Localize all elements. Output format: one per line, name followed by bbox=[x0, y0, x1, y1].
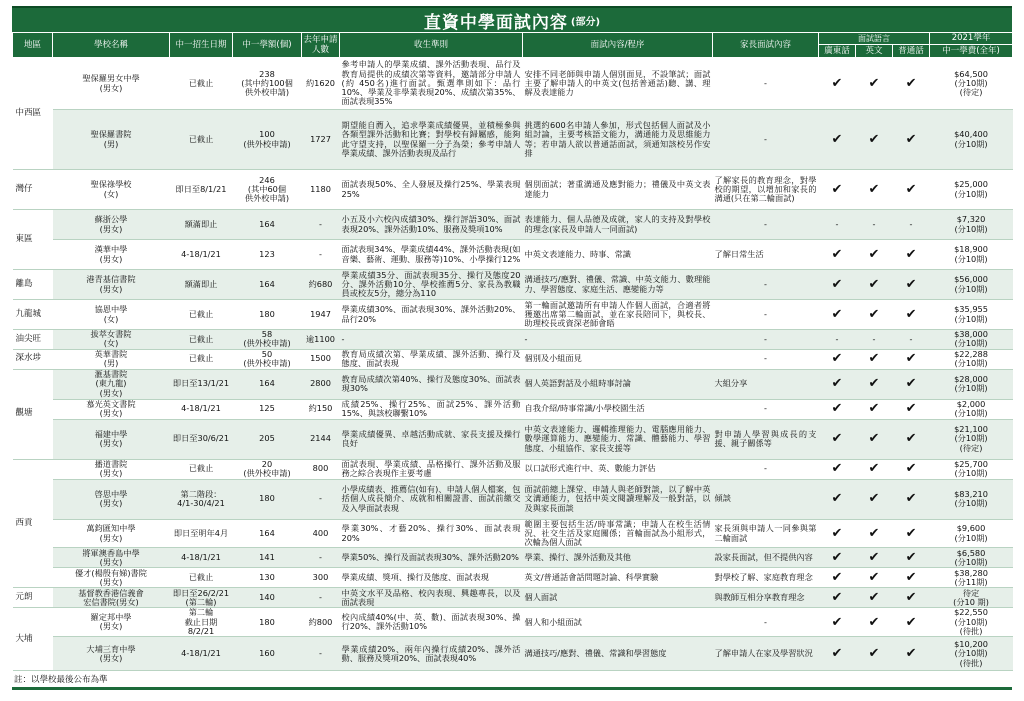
language-english-cell: ✔ bbox=[856, 58, 893, 110]
language-english-cell: ✔ bbox=[856, 459, 893, 479]
criteria-cell: 期望能自薦入，追求學業成績優異，並積極參與各類型課外活動和比賽；對學校有歸屬感，能夠此守望支持，以聖保羅一分子為榮；參考申請人學業成績、課外活動表現及品行 bbox=[340, 110, 523, 170]
language-putonghua-cell: ✔ bbox=[893, 399, 930, 419]
criteria-cell: 學業成績30%、面試表現30%、課外活動20%、品行20% bbox=[340, 300, 523, 330]
fee-cell: $64,500 (分10期) (待定) bbox=[930, 58, 1013, 110]
district-cell: 九龍城 bbox=[13, 300, 53, 330]
parent-interview-cell: 與教師互相分享教育理念 bbox=[713, 588, 819, 608]
language-putonghua-cell: ✔ bbox=[893, 568, 930, 588]
page-subtitle: (部分) bbox=[570, 16, 601, 28]
places-cell: 164 bbox=[233, 369, 302, 399]
language-putonghua-cell: ✔ bbox=[893, 419, 930, 459]
places-cell: 160 bbox=[233, 637, 302, 671]
language-cantonese-cell: ✔ bbox=[819, 548, 856, 568]
header-criteria: 收生準則 bbox=[340, 33, 523, 58]
applicants-cell: - bbox=[302, 479, 340, 519]
fee-cell: $25,700 (分10期) bbox=[930, 459, 1013, 479]
parent-interview-cell: 設家長面試，但不提供內容 bbox=[713, 548, 819, 568]
language-putonghua-cell: ✔ bbox=[893, 170, 930, 210]
language-cantonese-cell: ✔ bbox=[819, 519, 856, 548]
parent-interview-cell: - bbox=[713, 210, 819, 240]
places-cell: 164 bbox=[233, 270, 302, 300]
criteria-cell: 學業50%、操行及面試表現30%、課外活動20% bbox=[340, 548, 523, 568]
fee-cell: $28,000 (分10期) bbox=[930, 369, 1013, 399]
header-fee bbox=[930, 33, 1013, 58]
parent-interview-cell: 對學校了解、家庭教育理念 bbox=[713, 568, 819, 588]
page bbox=[12, 0, 1012, 690]
district-cell: 離島 bbox=[13, 270, 53, 300]
deadline-cell: 4-18/1/21 bbox=[170, 240, 233, 270]
district-cell: 深水埗 bbox=[13, 349, 53, 369]
school-name-cell: 聖保祿學校 (女) bbox=[53, 170, 170, 210]
school-name-cell: 羅定邦中學 (男女) bbox=[53, 608, 170, 637]
fee-cell: $21,100 (分10期) (待定) bbox=[930, 419, 1013, 459]
deadline-cell: 第二輪 截止日期8/2/21 bbox=[170, 608, 233, 637]
schools-table bbox=[12, 32, 1013, 671]
language-english-cell: ✔ bbox=[856, 399, 893, 419]
table-row bbox=[13, 369, 1013, 399]
header-deadline: 中一招生日期 bbox=[170, 33, 233, 58]
parent-interview-cell: 對申請人學習與成長的支援、親子關係等 bbox=[713, 419, 819, 459]
table-row bbox=[13, 330, 1013, 350]
criteria-cell: 小學成績表、推薦信(如有)、申請人個人檔案，包括個人成長簡介、成就和相關證書、面試前繳交及入學面試表現 bbox=[340, 479, 523, 519]
applicants-cell: - bbox=[302, 240, 340, 270]
interview-cell: - bbox=[523, 330, 713, 350]
language-cantonese-cell: ✔ bbox=[819, 419, 856, 459]
footnote: 註：以學校最後公布為準 bbox=[14, 675, 108, 686]
table-row bbox=[13, 58, 1013, 110]
header-interview: 面試內容/程序 bbox=[523, 33, 713, 58]
interview-cell: 表達能力、個人品德及成就，家人的支持及對學校的理念(家長及申請人一同面試) bbox=[523, 210, 713, 240]
parent-interview-cell: - bbox=[713, 270, 819, 300]
fee-cell: $40,400 (分10期) bbox=[930, 110, 1013, 170]
language-english-cell: - bbox=[856, 330, 893, 350]
interview-cell: 第一輪面試邀請所有申請人作個人面試，合適者將獲邀出席第二輪面試，並在家長陪同下，與校長、助理校長或資深老師會晤 bbox=[524, 299, 711, 329]
parent-interview-cell: - bbox=[713, 459, 819, 479]
fee-cell: $2,000 (分10期) bbox=[930, 399, 1013, 419]
interview-cell: 溝通技巧/應對、禮儀、常識、中英文能力、數理能力、學習態度、家庭生活、應變能力等 bbox=[523, 270, 713, 300]
interview-cell: 面試前總上課堂、申請人與老師對談，以了解中英文溝通能力，包括中英文閱讀理解及一般對話，以及與家長面談 bbox=[523, 479, 713, 519]
deadline-cell: 即日至明年4月 bbox=[170, 519, 233, 548]
criteria-cell: 面試表現、學業成績、品格操行、課外活動及服務之綜合表現作主要考慮 bbox=[341, 459, 521, 479]
criteria-cell: 小五及小六校內成績30%、操行評語30%、面試表現20%、課外活動10%、服務及獎項10% bbox=[340, 210, 523, 240]
fee-cell: $7,320 (分10期) bbox=[930, 210, 1013, 240]
deadline-cell: 4-18/1/21 bbox=[170, 548, 233, 568]
district-cell: 元朗 bbox=[13, 588, 53, 608]
interview-cell: 範圍主要包括生活/時事常識；申請人在校生活情況、社交生活及家庭關係；首輪面試為小組形式，次輪為個人面試 bbox=[524, 519, 711, 548]
table-row bbox=[13, 349, 1013, 369]
school-name-cell: 英華書院 (男) bbox=[53, 349, 170, 369]
table-row bbox=[13, 479, 1013, 519]
header-fee-year: 2021學年 bbox=[930, 33, 1012, 45]
interview-cell: 個別及小組面見 bbox=[523, 349, 713, 369]
language-cantonese-cell: ✔ bbox=[819, 588, 856, 608]
parent-interview-cell: 家長須與申請人一同參與第二輪面試 bbox=[713, 519, 819, 548]
language-putonghua-cell: ✔ bbox=[893, 459, 930, 479]
deadline-cell: 4-18/1/21 bbox=[170, 637, 233, 671]
places-cell: 140 bbox=[233, 588, 302, 608]
deadline-cell: 已截止 bbox=[170, 300, 233, 330]
table-row bbox=[13, 210, 1013, 240]
parent-interview-cell: - bbox=[713, 349, 819, 369]
criteria-cell: 教育局成績次第、學業成績、課外活動、操行及態度、面試表現 bbox=[341, 349, 521, 369]
parent-interview-cell: - bbox=[713, 110, 819, 170]
criteria-cell: 中英文水平及品格、校內表現、興趣專長，以及面試表現 bbox=[341, 587, 521, 607]
page-title: 直資中學面試內容 bbox=[423, 12, 568, 33]
school-name-cell: 協恩中學 (女) bbox=[53, 300, 170, 330]
school-name-cell: 播道書院 (男女) bbox=[53, 459, 170, 479]
applicants-cell: - bbox=[302, 637, 340, 671]
table-row bbox=[13, 170, 1013, 210]
criteria-cell: 學業成績、獎項、操行及態度、面試表現 bbox=[340, 568, 523, 588]
table-row bbox=[13, 399, 1013, 419]
school-name-cell: 優才(楊殷有娣)書院 (男女) bbox=[53, 568, 170, 588]
fee-cell: $10,200 (分10期) (待批) bbox=[930, 637, 1013, 671]
applicants-cell: 約1620 bbox=[302, 58, 340, 110]
table-row bbox=[13, 588, 1013, 608]
header-district: 地區 bbox=[13, 33, 53, 58]
fee-cell: $18,900 (分10期) bbox=[930, 240, 1013, 270]
header-applicants: 去年申請人數 bbox=[302, 33, 340, 58]
school-name-cell: 漢華中學 (男女) bbox=[53, 240, 170, 270]
parent-interview-cell: 了解家長的教育理念，對學校的期望，以增加和家長的溝通(只在第二輪面試) bbox=[713, 170, 819, 210]
language-putonghua-cell: ✔ bbox=[893, 479, 930, 519]
school-name-cell: 大埔三育中學 (男女) bbox=[53, 637, 170, 671]
places-cell: 123 bbox=[233, 240, 302, 270]
language-cantonese-cell: ✔ bbox=[819, 608, 856, 637]
table-row bbox=[13, 568, 1013, 588]
places-cell: 180 bbox=[233, 300, 302, 330]
school-name-cell: 港青基信書院 (男女) bbox=[53, 270, 170, 300]
places-cell: 180 bbox=[233, 479, 302, 519]
language-english-cell: - bbox=[856, 210, 893, 240]
header-fee-label: 中一學費(全年) bbox=[942, 46, 1000, 56]
language-putonghua-cell: ✔ bbox=[893, 608, 930, 637]
applicants-cell: - bbox=[302, 588, 340, 608]
language-putonghua-cell: ✔ bbox=[893, 519, 930, 548]
table-row bbox=[13, 300, 1013, 330]
criteria-cell: 成績25%、操行25%、面試25%、課外活動15%、與該校聯繫10% bbox=[341, 399, 521, 419]
language-putonghua-cell: - bbox=[893, 210, 930, 240]
places-cell: 50 (供外校申請) bbox=[233, 349, 302, 369]
title-bar bbox=[12, 6, 1012, 32]
table-row bbox=[13, 110, 1013, 170]
deadline-cell: 已截止 bbox=[170, 568, 233, 588]
language-english-cell: ✔ bbox=[856, 300, 893, 330]
applicants-cell: 300 bbox=[302, 568, 340, 588]
fee-cell: $22,550 (分10期) (待批) bbox=[930, 608, 1013, 637]
parent-interview-cell: - bbox=[713, 608, 819, 637]
language-putonghua-cell: ✔ bbox=[893, 349, 930, 369]
fee-cell: $9,600 (分10期) bbox=[930, 519, 1013, 548]
fee-cell: $83,210 (分10期) bbox=[930, 479, 1013, 519]
school-name-cell: 慕光英文書院 (男女) bbox=[53, 399, 170, 419]
school-name-cell: 基督教香港信義會 宏信書院(男女) bbox=[53, 588, 170, 608]
interview-cell: 安排不同老師與申請人個別面見，不設筆試；面試主要了解申請人的中英文(包括普通話)聽、講、理解及表達能力 bbox=[523, 58, 713, 110]
interview-cell: 個人面試 bbox=[523, 588, 713, 608]
deadline-cell: 額滿即止 bbox=[170, 270, 233, 300]
criteria-cell: 面試表現34%、學業成績44%、課外活動表現(如音樂、藝術、運動、服務等)10%、小學操行12% bbox=[340, 240, 523, 270]
interview-cell: 自我介紹/時事常識/小學校園生活 bbox=[523, 399, 713, 419]
applicants-cell: 1947 bbox=[302, 300, 340, 330]
interview-cell: 中英文表達能力、時事、常識 bbox=[523, 240, 713, 270]
criteria-cell: 學業成績20%、兩年內操行成績20%、課外活動、服務及獎項20%、面試表現40% bbox=[340, 637, 523, 671]
school-name-cell: 聖保羅男女中學 (男女) bbox=[53, 58, 170, 110]
language-english-cell: ✔ bbox=[856, 637, 893, 671]
criteria-cell: 校內成績40%(中、英、數)、面試表現30%、操行20%、課外活動10% bbox=[340, 608, 523, 637]
places-cell: 58 (供外校申請) bbox=[233, 330, 302, 350]
table-row bbox=[13, 270, 1013, 300]
district-cell: 大埔 bbox=[13, 608, 53, 671]
places-cell: 246 (其中60個 供外校申請) bbox=[233, 170, 302, 210]
applicants-cell: 1727 bbox=[302, 110, 340, 170]
header-english: 英文 bbox=[856, 45, 893, 57]
school-name-cell: 蘇浙公學 (男女) bbox=[53, 210, 170, 240]
deadline-cell: 即日至13/1/21 bbox=[170, 369, 233, 399]
fee-cell: 待定 (分10 期) bbox=[930, 588, 1013, 608]
applicants-cell: 逾1100 bbox=[302, 330, 340, 350]
deadline-cell: 即日至8/1/21 bbox=[170, 170, 233, 210]
language-english-cell: ✔ bbox=[856, 170, 893, 210]
parent-interview-cell: - bbox=[713, 330, 819, 350]
interview-cell: 中英文表達能力、邏輯推理能力、電腦應用能力、數學運算能力、應變能力、常識、體藝能力、學習態度、小組協作、家長支援等 bbox=[523, 419, 713, 459]
language-english-cell: ✔ bbox=[856, 369, 893, 399]
places-cell: 100 (供外校申請) bbox=[233, 110, 302, 170]
language-english-cell: ✔ bbox=[856, 479, 893, 519]
criteria-cell: 學業成績優異、卓越活動成就、家長支援及操行良好 bbox=[340, 419, 523, 459]
deadline-cell: 4-18/1/21 bbox=[170, 399, 233, 419]
language-cantonese-cell: ✔ bbox=[819, 369, 856, 399]
interview-cell: 個人英語對話及小組時事討論 bbox=[523, 369, 713, 399]
applicants-cell: - bbox=[302, 210, 340, 240]
interview-cell: 溝通技巧/應對、禮儀、常識和學習態度 bbox=[523, 637, 713, 671]
school-name-cell: 拔萃女書院 (女) bbox=[53, 330, 170, 350]
language-english-cell: ✔ bbox=[856, 110, 893, 170]
applicants-cell: - bbox=[302, 548, 340, 568]
school-name-cell: 啓思中學 (男女) bbox=[53, 479, 170, 519]
fee-cell: $25,000 (分10期) bbox=[930, 170, 1013, 210]
language-putonghua-cell: ✔ bbox=[893, 110, 930, 170]
places-cell: 141 bbox=[233, 548, 302, 568]
language-english-cell: ✔ bbox=[856, 270, 893, 300]
applicants-cell: 1500 bbox=[302, 349, 340, 369]
table-row bbox=[13, 637, 1013, 671]
table-row bbox=[13, 240, 1013, 270]
language-cantonese-cell: ✔ bbox=[819, 270, 856, 300]
fee-cell: $35,955 (分10期) bbox=[930, 300, 1013, 330]
criteria-cell: 面試表現50%、全人發展及操行25%、學業表現25% bbox=[340, 170, 523, 210]
language-english-cell: ✔ bbox=[856, 349, 893, 369]
parent-interview-cell: - bbox=[713, 58, 819, 110]
applicants-cell: 約150 bbox=[302, 399, 340, 419]
language-putonghua-cell: ✔ bbox=[893, 240, 930, 270]
applicants-cell: 2800 bbox=[302, 369, 340, 399]
parent-interview-cell: - bbox=[713, 300, 819, 330]
language-cantonese-cell: ✔ bbox=[819, 399, 856, 419]
language-cantonese-cell: ✔ bbox=[819, 58, 856, 110]
parent-interview-cell: 大組分享 bbox=[713, 369, 819, 399]
fee-cell: $38,280 (分11期) bbox=[930, 568, 1013, 588]
places-cell: 205 bbox=[233, 419, 302, 459]
language-english-cell: ✔ bbox=[856, 240, 893, 270]
criteria-cell: - bbox=[340, 330, 523, 350]
fee-cell: $38,000 (分10期) bbox=[930, 330, 1013, 350]
language-cantonese-cell: ✔ bbox=[819, 110, 856, 170]
table-row bbox=[13, 419, 1013, 459]
interview-cell: 英文/普通話會話問題討論、科學實驗 bbox=[523, 568, 713, 588]
language-putonghua-cell: ✔ bbox=[893, 270, 930, 300]
applicants-cell: 2144 bbox=[302, 419, 340, 459]
fee-cell: $6,580 (分10期) bbox=[930, 548, 1013, 568]
deadline-cell: 已截止 bbox=[170, 459, 233, 479]
places-cell: 20 (供外校申請) bbox=[233, 459, 302, 479]
language-putonghua-cell: - bbox=[893, 330, 930, 350]
language-cantonese-cell: - bbox=[819, 330, 856, 350]
school-name-cell: 滙基書院 (東九龍) (男女) bbox=[53, 369, 170, 399]
table-row bbox=[13, 519, 1013, 548]
criteria-cell: 學業成績35分、面試表現35分、操行及態度20分、課外活動10分、學校推薦5分、家長為教職員或校友5分，總分為110 bbox=[341, 269, 521, 299]
language-cantonese-cell: - bbox=[819, 210, 856, 240]
language-cantonese-cell: ✔ bbox=[819, 568, 856, 588]
header-language-group bbox=[819, 33, 930, 58]
header-cantonese: 廣東話 bbox=[819, 45, 856, 57]
language-putonghua-cell: ✔ bbox=[893, 300, 930, 330]
criteria-cell: 參考申請人的學業成績、課外活動表現、品行及教育局提供的成績次第等資料，邀請部分申請人(約 450名)進行面試。甄選準則如下：品行10%、學業及非學業表現20%、成績次第35%、面試表現35% bbox=[340, 58, 523, 110]
language-english-cell: ✔ bbox=[856, 548, 893, 568]
applicants-cell: 約800 bbox=[302, 608, 340, 637]
deadline-cell: 已截止 bbox=[170, 58, 233, 110]
table-row bbox=[13, 459, 1013, 479]
deadline-cell: 額滿即止 bbox=[170, 210, 233, 240]
criteria-cell: 教育局成績次第40%、操行及態度30%、面試表現30% bbox=[340, 369, 523, 399]
school-name-cell: 將軍澳香島中學 (男女) bbox=[53, 548, 170, 568]
language-cantonese-cell: ✔ bbox=[819, 479, 856, 519]
district-cell: 東區 bbox=[13, 210, 53, 270]
applicants-cell: 800 bbox=[302, 459, 340, 479]
language-putonghua-cell: ✔ bbox=[893, 548, 930, 568]
school-name-cell: 福建中學 (男女) bbox=[53, 419, 170, 459]
header-places: 中一學額(個) bbox=[233, 33, 302, 58]
district-cell: 灣仔 bbox=[13, 170, 53, 210]
district-cell: 觀塘 bbox=[13, 369, 53, 459]
district-cell: 西貢 bbox=[13, 459, 53, 588]
language-english-cell: ✔ bbox=[856, 419, 893, 459]
header-language: 面試語言 bbox=[819, 33, 929, 45]
header-putonghua: 普通話 bbox=[898, 46, 924, 56]
table-row bbox=[13, 608, 1013, 637]
bottom-rule bbox=[12, 687, 1012, 690]
language-putonghua-cell: ✔ bbox=[893, 369, 930, 399]
deadline-cell: 已截止 bbox=[170, 330, 233, 350]
applicants-cell: 1180 bbox=[302, 170, 340, 210]
places-cell: 125 bbox=[233, 399, 302, 419]
language-english-cell: ✔ bbox=[856, 608, 893, 637]
language-cantonese-cell: ✔ bbox=[819, 637, 856, 671]
parent-interview-cell: 了解日常生活 bbox=[713, 240, 819, 270]
interview-cell: 個人和小組面試 bbox=[523, 608, 713, 637]
language-english-cell: ✔ bbox=[856, 588, 893, 608]
places-cell: 238 (其中約100個 供外校申請) bbox=[233, 58, 302, 110]
parent-interview-cell: - bbox=[713, 399, 819, 419]
fee-cell: $22,288 (分10期) bbox=[930, 349, 1013, 369]
criteria-cell: 學業30%、才藝20%、操行30%、面試表現20% bbox=[340, 519, 523, 548]
places-cell: 164 bbox=[233, 210, 302, 240]
interview-cell: 個別面試；著重溝通及應對能力；禮儀及中英文表達能力 bbox=[523, 170, 713, 210]
language-putonghua-cell: ✔ bbox=[893, 588, 930, 608]
header-school: 學校名稱 bbox=[53, 33, 170, 58]
interview-cell: 挑選約600名申請人參加，形式包括個人面試及小組討論，主要考核語文能力，溝通能力及思維能力等；若申請人欲以普通話面試，須通知該校另作安排 bbox=[523, 110, 713, 170]
interview-cell: 學業、操行、課外活動及其他 bbox=[523, 548, 713, 568]
places-cell: 164 bbox=[233, 519, 302, 548]
places-cell: 180 bbox=[233, 608, 302, 637]
parent-interview-cell: 傾談 bbox=[713, 479, 819, 519]
deadline-cell: 第二階段： 4/1-30/4/21 bbox=[170, 479, 233, 519]
language-cantonese-cell: ✔ bbox=[819, 170, 856, 210]
parent-interview-cell: 了解申請人在家及學習狀況 bbox=[713, 637, 819, 671]
district-cell: 中西區 bbox=[13, 58, 53, 170]
header-parents: 家長面試內容 bbox=[713, 33, 819, 58]
applicants-cell: 400 bbox=[302, 519, 340, 548]
table-row bbox=[13, 548, 1013, 568]
language-cantonese-cell: ✔ bbox=[819, 349, 856, 369]
district-cell: 油尖旺 bbox=[13, 330, 53, 350]
applicants-cell: 約680 bbox=[302, 270, 340, 300]
language-putonghua-cell: ✔ bbox=[893, 58, 930, 110]
language-cantonese-cell: ✔ bbox=[819, 459, 856, 479]
deadline-cell: 已截止 bbox=[170, 349, 233, 369]
school-name-cell: 聖保羅書院 (男) bbox=[53, 110, 170, 170]
language-cantonese-cell: ✔ bbox=[819, 300, 856, 330]
language-putonghua-cell: ✔ bbox=[893, 637, 930, 671]
language-english-cell: ✔ bbox=[856, 568, 893, 588]
language-english-cell: ✔ bbox=[856, 519, 893, 548]
deadline-cell: 即日至30/6/21 bbox=[170, 419, 233, 459]
interview-cell: 以口試形式進行中、英、數能力評估 bbox=[523, 459, 713, 479]
school-name-cell: 萬鈞匯知中學 (男女) bbox=[53, 519, 170, 548]
places-cell: 130 bbox=[233, 568, 302, 588]
deadline-cell: 已截止 bbox=[170, 110, 233, 170]
language-cantonese-cell: ✔ bbox=[819, 240, 856, 270]
deadline-cell: 即日至26/2/21 (第二輪) bbox=[170, 588, 233, 608]
fee-cell: $56,000 (分10期) bbox=[930, 270, 1013, 300]
